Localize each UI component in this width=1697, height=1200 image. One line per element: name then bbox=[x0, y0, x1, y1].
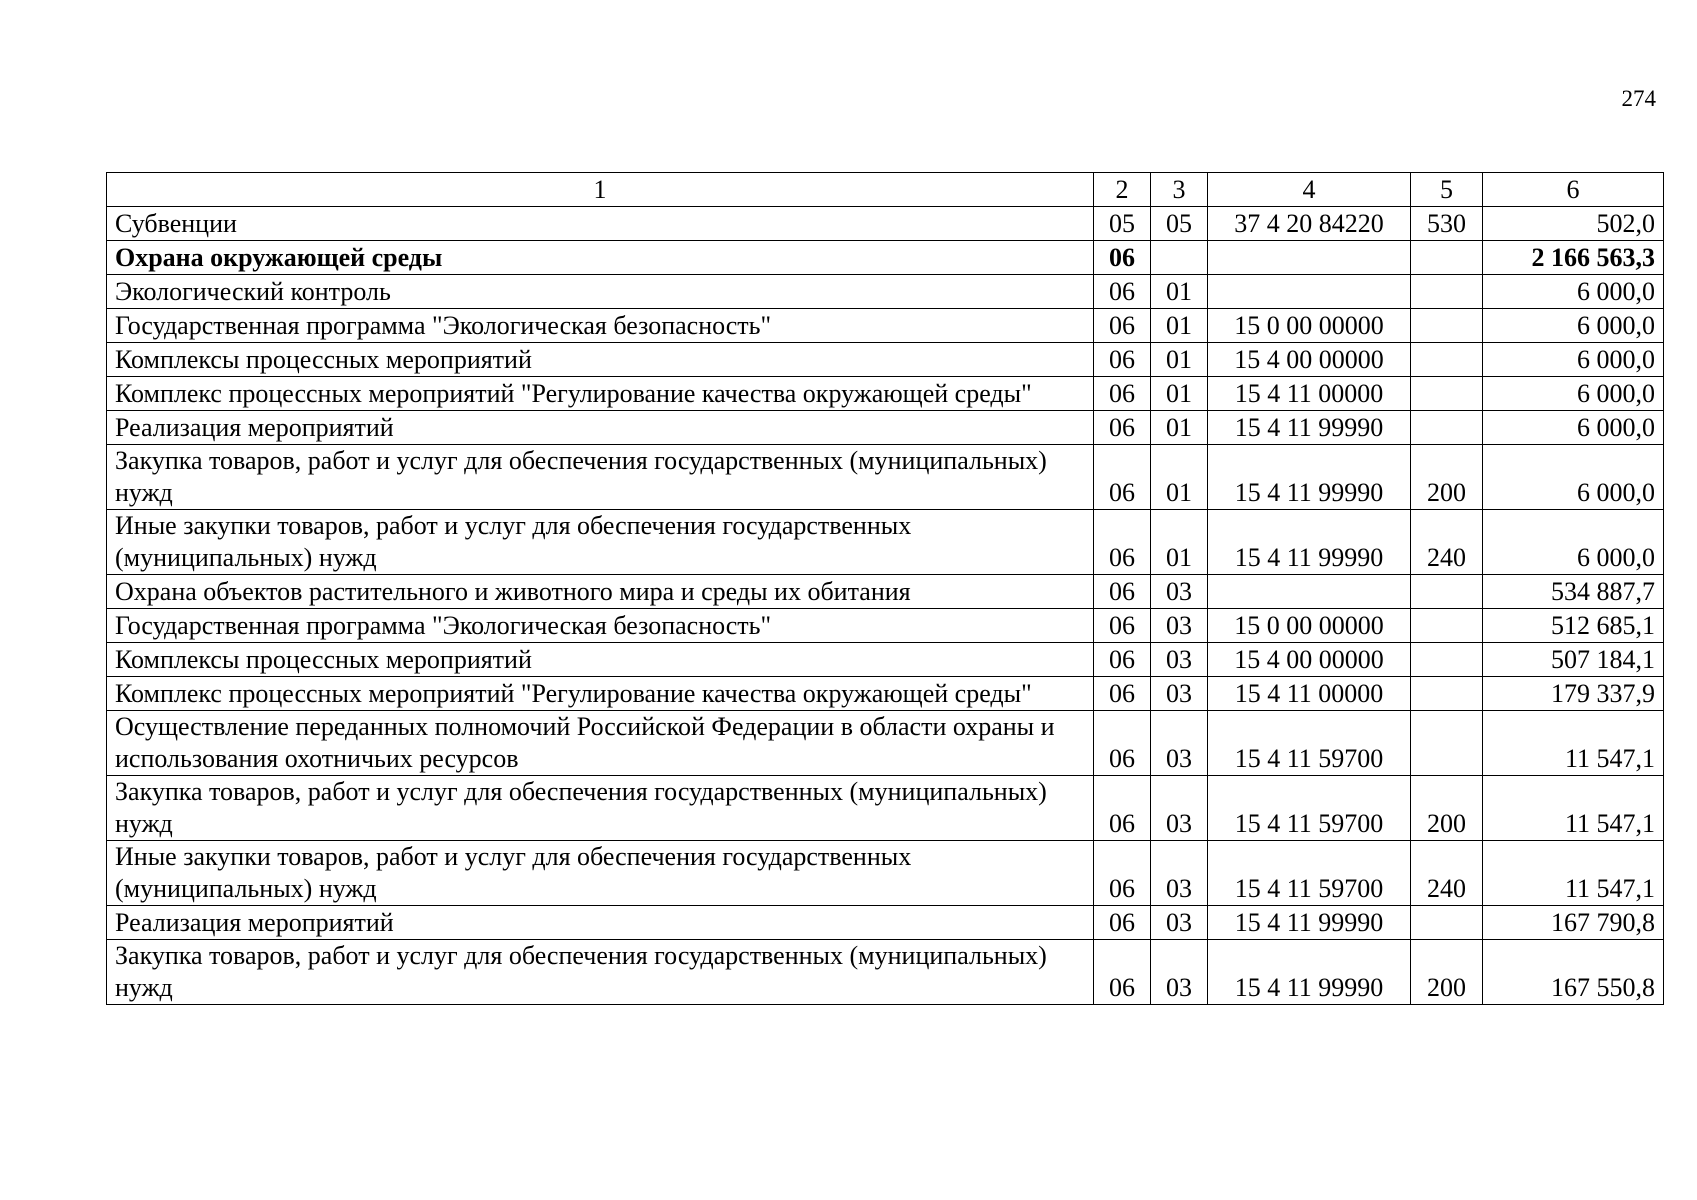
cell-expense-type bbox=[1411, 677, 1483, 711]
cell-target-article: 15 4 11 99990 bbox=[1208, 940, 1411, 1005]
cell-amount: 512 685,1 bbox=[1483, 609, 1664, 643]
cell-subsection: 01 bbox=[1151, 275, 1208, 309]
cell-amount: 179 337,9 bbox=[1483, 677, 1664, 711]
cell-expense-type bbox=[1411, 343, 1483, 377]
cell-amount: 507 184,1 bbox=[1483, 643, 1664, 677]
cell-subsection: 03 bbox=[1151, 841, 1208, 906]
cell-amount: 2 166 563,3 bbox=[1483, 241, 1664, 275]
table-row bbox=[107, 677, 1664, 711]
cell-target-article: 15 4 11 59700 bbox=[1208, 776, 1411, 841]
header-col-5: 5 bbox=[1411, 173, 1483, 207]
cell-expense-type bbox=[1411, 377, 1483, 411]
cell-section: 06 bbox=[1094, 776, 1151, 841]
cell-section: 06 bbox=[1094, 575, 1151, 609]
cell-amount: 6 000,0 bbox=[1483, 445, 1664, 510]
cell-name: Комплексы процессных мероприятий bbox=[107, 643, 1094, 677]
cell-amount: 502,0 bbox=[1483, 207, 1664, 241]
cell-name: Реализация мероприятий bbox=[107, 906, 1094, 940]
header-col-4: 4 bbox=[1208, 173, 1411, 207]
cell-target-article: 15 4 11 99990 bbox=[1208, 445, 1411, 510]
cell-target-article: 15 4 11 59700 bbox=[1208, 841, 1411, 906]
cell-section: 06 bbox=[1094, 309, 1151, 343]
cell-subsection: 01 bbox=[1151, 309, 1208, 343]
cell-expense-type bbox=[1411, 309, 1483, 343]
cell-target-article: 15 4 11 59700 bbox=[1208, 711, 1411, 776]
cell-expense-type bbox=[1411, 609, 1483, 643]
cell-section: 06 bbox=[1094, 711, 1151, 776]
cell-name: Закупка товаров, работ и услуг для обеспечения государственных (муниципальных) нужд bbox=[107, 776, 1094, 841]
cell-expense-type: 240 bbox=[1411, 841, 1483, 906]
cell-subsection: 03 bbox=[1151, 776, 1208, 841]
table-row bbox=[107, 411, 1664, 445]
cell-name: Иные закупки товаров, работ и услуг для обеспечения государственных (муниципальных) нужд bbox=[107, 510, 1094, 575]
cell-section: 05 bbox=[1094, 207, 1151, 241]
cell-expense-type: 530 bbox=[1411, 207, 1483, 241]
cell-amount: 167 790,8 bbox=[1483, 906, 1664, 940]
cell-amount: 6 000,0 bbox=[1483, 377, 1664, 411]
cell-target-article: 15 4 00 00000 bbox=[1208, 343, 1411, 377]
table-row bbox=[107, 377, 1664, 411]
table-row bbox=[107, 906, 1664, 940]
cell-expense-type: 200 bbox=[1411, 940, 1483, 1005]
cell-amount: 6 000,0 bbox=[1483, 343, 1664, 377]
cell-expense-type: 200 bbox=[1411, 776, 1483, 841]
cell-name: Комплекс процессных мероприятий "Регулирование качества окружающей среды" bbox=[107, 677, 1094, 711]
cell-expense-type: 240 bbox=[1411, 510, 1483, 575]
table-row bbox=[107, 343, 1664, 377]
table-row bbox=[107, 841, 1664, 906]
cell-name: Охрана объектов растительного и животного мира и среды их обитания bbox=[107, 575, 1094, 609]
cell-name: Осуществление переданных полномочий Российской Федерации в области охраны и использования охотничьих ресурсов bbox=[107, 711, 1094, 776]
cell-expense-type bbox=[1411, 275, 1483, 309]
table-row bbox=[107, 241, 1664, 275]
cell-name: Государственная программа "Экологическая безопасность" bbox=[107, 309, 1094, 343]
cell-section: 06 bbox=[1094, 841, 1151, 906]
cell-subsection: 05 bbox=[1151, 207, 1208, 241]
header-col-2: 2 bbox=[1094, 173, 1151, 207]
cell-amount: 11 547,1 bbox=[1483, 841, 1664, 906]
table-row bbox=[107, 711, 1664, 776]
cell-expense-type bbox=[1411, 906, 1483, 940]
cell-name: Охрана окружающей среды bbox=[107, 241, 1094, 275]
cell-subsection: 01 bbox=[1151, 510, 1208, 575]
header-col-1: 1 bbox=[107, 173, 1094, 207]
cell-subsection: 01 bbox=[1151, 445, 1208, 510]
cell-amount: 6 000,0 bbox=[1483, 510, 1664, 575]
cell-name: Государственная программа "Экологическая безопасность" bbox=[107, 609, 1094, 643]
cell-name: Субвенции bbox=[107, 207, 1094, 241]
cell-subsection: 03 bbox=[1151, 677, 1208, 711]
cell-amount: 167 550,8 bbox=[1483, 940, 1664, 1005]
cell-target-article: 15 0 00 00000 bbox=[1208, 309, 1411, 343]
table-row bbox=[107, 445, 1664, 510]
cell-section: 06 bbox=[1094, 445, 1151, 510]
cell-target-article: 15 4 11 00000 bbox=[1208, 677, 1411, 711]
page-number: 274 bbox=[1621, 86, 1656, 111]
cell-subsection: 03 bbox=[1151, 711, 1208, 776]
cell-section: 06 bbox=[1094, 677, 1151, 711]
cell-section: 06 bbox=[1094, 940, 1151, 1005]
table-row bbox=[107, 776, 1664, 841]
cell-target-article: 15 4 00 00000 bbox=[1208, 643, 1411, 677]
cell-section: 06 bbox=[1094, 906, 1151, 940]
table-header-row bbox=[107, 173, 1664, 207]
cell-amount: 6 000,0 bbox=[1483, 275, 1664, 309]
header-col-3: 3 bbox=[1151, 173, 1208, 207]
cell-subsection: 01 bbox=[1151, 343, 1208, 377]
header-col-6: 6 bbox=[1483, 173, 1664, 207]
table-row bbox=[107, 510, 1664, 575]
cell-amount: 11 547,1 bbox=[1483, 776, 1664, 841]
cell-name: Экологический контроль bbox=[107, 275, 1094, 309]
cell-amount: 6 000,0 bbox=[1483, 411, 1664, 445]
cell-name: Комплекс процессных мероприятий "Регулирование качества окружающей среды" bbox=[107, 377, 1094, 411]
cell-target-article: 15 4 11 99990 bbox=[1208, 906, 1411, 940]
cell-expense-type bbox=[1411, 711, 1483, 776]
table-row bbox=[107, 575, 1664, 609]
cell-section: 06 bbox=[1094, 343, 1151, 377]
cell-amount: 534 887,7 bbox=[1483, 575, 1664, 609]
cell-expense-type bbox=[1411, 643, 1483, 677]
cell-target-article: 37 4 20 84220 bbox=[1208, 207, 1411, 241]
cell-name: Реализация мероприятий bbox=[107, 411, 1094, 445]
cell-target-article: 15 4 11 99990 bbox=[1208, 411, 1411, 445]
budget-table-body bbox=[107, 173, 1664, 1005]
cell-section: 06 bbox=[1094, 411, 1151, 445]
budget-table bbox=[106, 172, 1664, 1005]
cell-target-article bbox=[1208, 275, 1411, 309]
cell-section: 06 bbox=[1094, 377, 1151, 411]
cell-subsection: 01 bbox=[1151, 377, 1208, 411]
cell-name: Комплексы процессных мероприятий bbox=[107, 343, 1094, 377]
table-row bbox=[107, 309, 1664, 343]
cell-amount: 6 000,0 bbox=[1483, 309, 1664, 343]
cell-target-article: 15 4 11 00000 bbox=[1208, 377, 1411, 411]
cell-section: 06 bbox=[1094, 510, 1151, 575]
table-row bbox=[107, 275, 1664, 309]
cell-name: Закупка товаров, работ и услуг для обеспечения государственных (муниципальных) нужд bbox=[107, 445, 1094, 510]
cell-target-article bbox=[1208, 575, 1411, 609]
cell-expense-type bbox=[1411, 411, 1483, 445]
cell-target-article: 15 4 11 99990 bbox=[1208, 510, 1411, 575]
table-row bbox=[107, 643, 1664, 677]
cell-name: Закупка товаров, работ и услуг для обеспечения государственных (муниципальных) нужд bbox=[107, 940, 1094, 1005]
cell-name: Иные закупки товаров, работ и услуг для обеспечения государственных (муниципальных) нужд bbox=[107, 841, 1094, 906]
cell-target-article: 15 0 00 00000 bbox=[1208, 609, 1411, 643]
cell-section: 06 bbox=[1094, 609, 1151, 643]
table-row bbox=[107, 940, 1664, 1005]
cell-expense-type bbox=[1411, 575, 1483, 609]
cell-subsection: 03 bbox=[1151, 575, 1208, 609]
cell-section: 06 bbox=[1094, 275, 1151, 309]
cell-target-article bbox=[1208, 241, 1411, 275]
cell-section: 06 bbox=[1094, 643, 1151, 677]
cell-subsection: 03 bbox=[1151, 906, 1208, 940]
cell-subsection: 03 bbox=[1151, 643, 1208, 677]
table-row bbox=[107, 609, 1664, 643]
cell-subsection: 03 bbox=[1151, 940, 1208, 1005]
cell-subsection: 03 bbox=[1151, 609, 1208, 643]
cell-amount: 11 547,1 bbox=[1483, 711, 1664, 776]
cell-section: 06 bbox=[1094, 241, 1151, 275]
cell-expense-type bbox=[1411, 241, 1483, 275]
table-row bbox=[107, 207, 1664, 241]
cell-subsection: 01 bbox=[1151, 411, 1208, 445]
cell-expense-type: 200 bbox=[1411, 445, 1483, 510]
cell-subsection bbox=[1151, 241, 1208, 275]
